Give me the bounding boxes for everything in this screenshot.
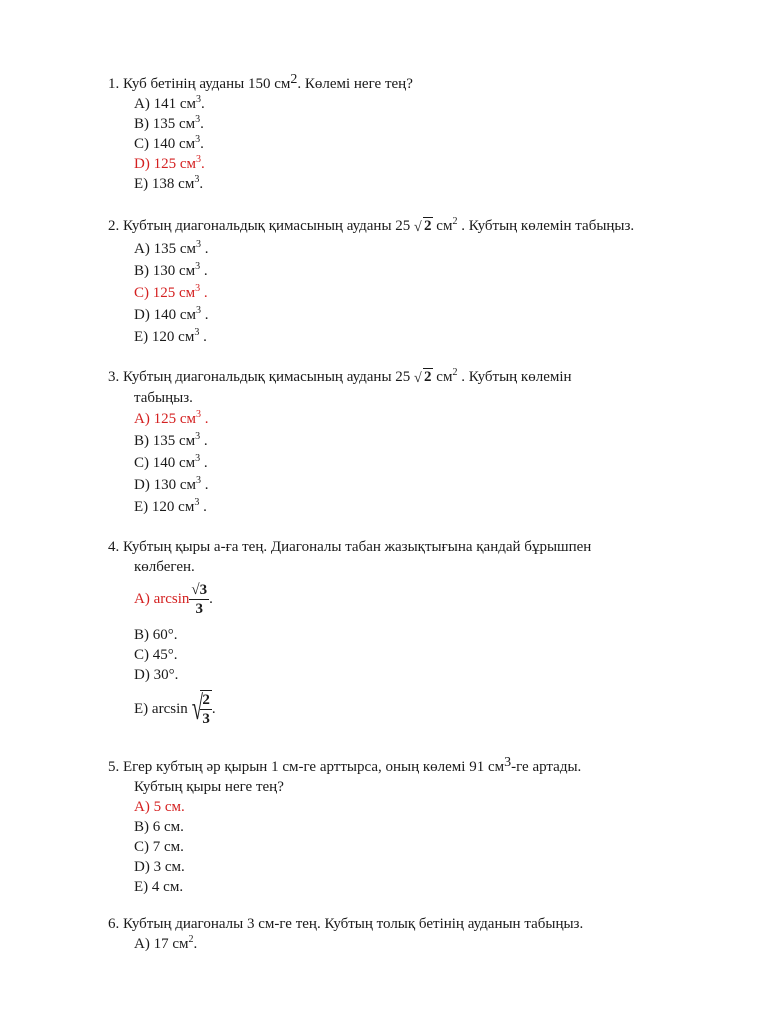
question-3 bbox=[108, 366, 753, 518]
q2-option-a: A) 135 $см^3$ . bbox=[134, 239, 209, 257]
question-1 bbox=[108, 74, 753, 194]
q4-option-e: E ) arcsin √ $\frac{2}{3}$ . bbox=[134, 690, 216, 727]
question-5-text-cont: Кубтың қыры неге тең? bbox=[134, 779, 284, 795]
fraction-2-over-3: $\frac{2}{3}$ bbox=[202, 692, 210, 727]
question-4 bbox=[108, 537, 753, 733]
q3-option-b: B) 135 $см^3$ . bbox=[134, 431, 208, 449]
sqrt-symbol: √ 2 bbox=[414, 369, 432, 386]
q1-option-c: C) 140 $см^3$. bbox=[134, 134, 204, 152]
q1-option-b: B) 135 $см^3$. bbox=[134, 114, 204, 132]
q1-option-e: E) 138 $см^3$. bbox=[134, 174, 204, 192]
fraction-sqrt3-over-3: $\frac{√3}{3}$ bbox=[191, 581, 208, 617]
q2-option-d: D) 140 $см^3$ . bbox=[134, 305, 209, 323]
sqrt-symbol-large: √ bbox=[191, 690, 203, 727]
q2-option-b: B) 130 $см^3$ . bbox=[134, 261, 208, 279]
q4-option-c: C) 45°. bbox=[134, 647, 178, 663]
q4-option-b: B) 60°. bbox=[134, 627, 178, 643]
q4-option-d: D) 30°. bbox=[134, 667, 179, 683]
q5-option-b: B) 6 см. bbox=[134, 819, 184, 835]
question-5 bbox=[108, 757, 753, 897]
q5-option-c: C) 7 см. bbox=[134, 839, 184, 855]
q2-option-e: E) 120 $см^3$ . bbox=[134, 327, 207, 345]
q5-option-e: E) 4 см. bbox=[134, 879, 184, 895]
q5-option-d: D) 3 см. bbox=[134, 859, 185, 875]
question-3-text-cont: табыңыз. bbox=[134, 390, 193, 406]
q2-option-c-correct: C) 125 $см^3$ . bbox=[134, 283, 208, 301]
q5-option-a-correct: A) 5 см. bbox=[134, 799, 185, 815]
question-2 bbox=[108, 214, 753, 348]
question-6-text: 6. Кубтың диагоналы 3 см-ге тең. Кубтың толық бетінің ауданын табыңыз. bbox=[108, 916, 584, 932]
question-5-text: 5. Егер кубтың әр қырын 1 см-ге арттырса, оның көлемі 91 $см^3-ге$ артады. bbox=[108, 755, 582, 775]
question-1-text: 1. Куб бетінің ауданы 150 $см^2$. Көлемі неге тең? bbox=[108, 72, 413, 92]
question-4-text-cont: көлбеген. bbox=[134, 559, 195, 575]
sqrt-symbol: √ 2 bbox=[414, 218, 432, 235]
q1-option-a: A) 141 $см^3$. bbox=[134, 94, 205, 112]
question-3-text: 3. Кубтың диагональдық қимасының ауданы 25 √ 2 $см^2$ . Кубтың көлемін bbox=[108, 367, 572, 386]
q3-option-d: D) 130 $см^3$ . bbox=[134, 475, 209, 493]
q4-option-a-correct: A ) arcsin $\frac{√3}{3}$ . bbox=[134, 581, 213, 617]
question-2-text: 2. Кубтың диагональдық қимасының ауданы 25 √ 2 $см^2$ . Кубтың көлемін табыңыз. bbox=[108, 214, 753, 238]
question-4-text: 4. Кубтың қыры а-ға тең. Диагоналы табан жазықтығына қандай бұрышпен bbox=[108, 539, 592, 555]
question-6 bbox=[108, 914, 753, 954]
q1-option-d-correct: D) 125 $см^3$. bbox=[134, 154, 205, 172]
q3-option-a-correct: A) 125 $см^3$ . bbox=[134, 409, 209, 427]
q3-option-c: C) 140 $см^3$ . bbox=[134, 453, 208, 471]
q3-option-e: E) 120 $см^3$ . bbox=[134, 497, 207, 515]
q6-option-a: A) 17 $см^2$. bbox=[134, 934, 198, 952]
